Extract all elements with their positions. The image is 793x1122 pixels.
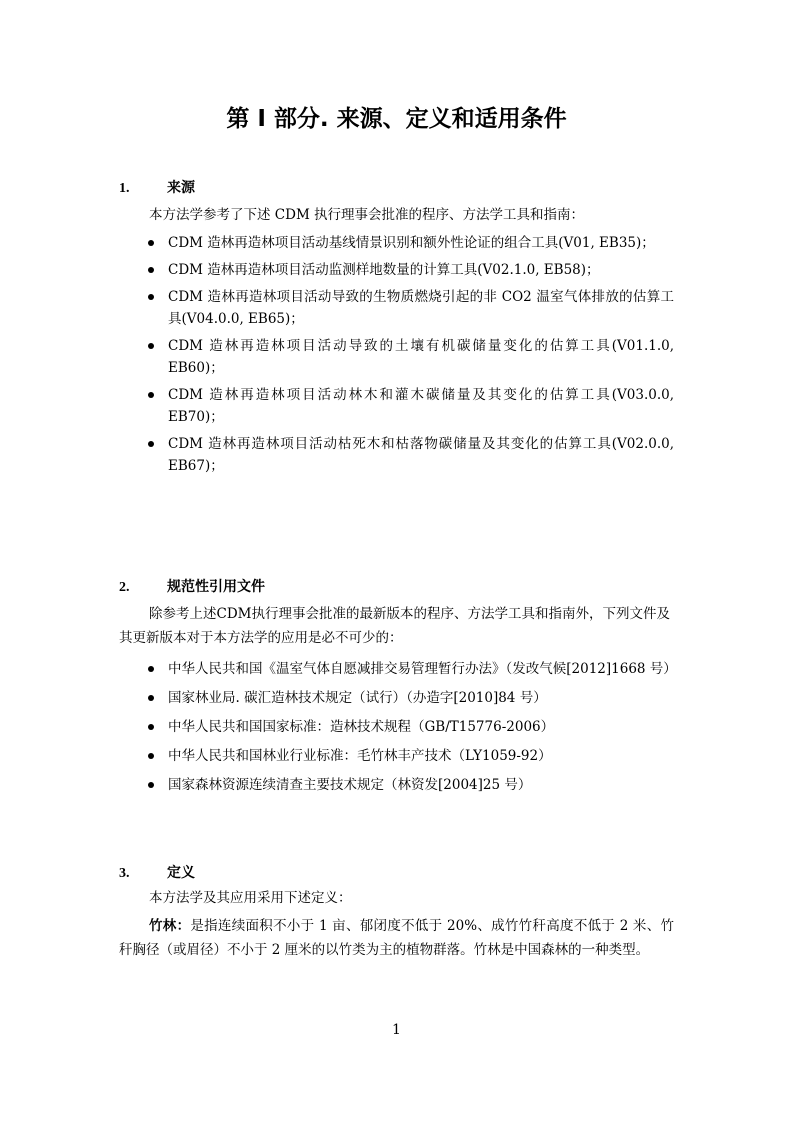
bullet-icon <box>148 782 154 788</box>
section-2-number: 2. <box>119 580 130 595</box>
section-2-title: 规范性引用文件 <box>167 579 265 595</box>
section-1-title: 来源 <box>167 180 195 196</box>
section-1-intro: 本方法学参考了下述 CDM 执行理事会批准的程序、方法学工具和指南： <box>149 207 585 223</box>
list-item: 国家森林资源连续清查主要技术规定（林资发[2004]25 号） <box>148 774 674 796</box>
list-item: CDM 造林再造林项目活动枯死木和枯落物碳储量及其变化的估算工具(V02.0.0, EB67)； <box>148 433 674 477</box>
bullet-icon <box>148 294 154 300</box>
list-item: 中华人民共和国国家标准：造林技术规程（GB/T15776-2006） <box>148 716 674 738</box>
source-tool-list <box>148 232 674 482</box>
list-item: 中华人民共和国《温室气体自愿减排交易管理暂行办法》（发改气候[2012]1668 号） <box>148 658 674 680</box>
section-1-heading <box>119 177 195 197</box>
section-3-number: 3. <box>119 866 130 881</box>
bullet-icon <box>148 343 154 349</box>
list-item: CDM 造林再造林项目活动监测样地数量的计算工具(V02.1.0, EB58)； <box>148 259 674 281</box>
bamboo-forest-definition <box>119 914 674 962</box>
definition-term: 竹林： <box>149 918 191 934</box>
list-item: 中华人民共和国林业行业标准：毛竹林丰产技术（LY1059-92） <box>148 745 674 767</box>
bullet-icon <box>148 666 154 672</box>
section-1-number: 1. <box>119 181 130 196</box>
page-number: 1 <box>392 1022 401 1038</box>
bullet-icon <box>148 724 154 730</box>
definition-text: 是指连续面积不小于 1 亩、郁闭度不低于 20%、成竹竹秆高度不低于 2 米、竹秆胸径（或眉径）不小于 2 厘米的以竹类为主的植物群落。竹林是中国森林的一种类型。 <box>119 918 675 958</box>
bullet-icon <box>148 695 154 701</box>
section-3-intro: 本方法学及其应用采用下述定义： <box>149 890 352 906</box>
section-3-title: 定义 <box>167 865 195 881</box>
section-3-heading <box>119 862 195 882</box>
section-2-intro: 除参考上述CDM执行理事会批准的最新版本的程序、方法学工具和指南外，下列文件及其更新版本对于本方法学的应用是必不可少的： <box>119 606 670 646</box>
bullet-icon <box>148 441 154 447</box>
page-title: 第 I 部分. 来源、定义和适用条件 <box>226 106 567 132</box>
section-2-heading <box>119 576 265 596</box>
bullet-icon <box>148 392 154 398</box>
normative-reference-list <box>148 658 677 803</box>
list-item: 国家林业局. 碳汇造林技术规定（试行）（办造字[2010]84 号） <box>148 687 674 709</box>
list-item: CDM 造林再造林项目活动基线情景识别和额外性论证的组合工具(V01, EB35)； <box>148 232 674 254</box>
bullet-icon <box>148 267 154 273</box>
list-item: CDM 造林再造林项目活动导致的土壤有机碳储量变化的估算工具(V01.1.0, EB60)； <box>148 335 674 379</box>
bullet-icon <box>148 240 154 246</box>
list-item: CDM 造林再造林项目活动林木和灌木碳储量及其变化的估算工具(V03.0.0, EB70)； <box>148 384 674 428</box>
bullet-icon <box>148 753 154 759</box>
list-item: CDM 造林再造林项目活动导致的生物质燃烧引起的非 CO2 温室气体排放的估算工具(V04.0.0, EB65)； <box>148 286 674 330</box>
